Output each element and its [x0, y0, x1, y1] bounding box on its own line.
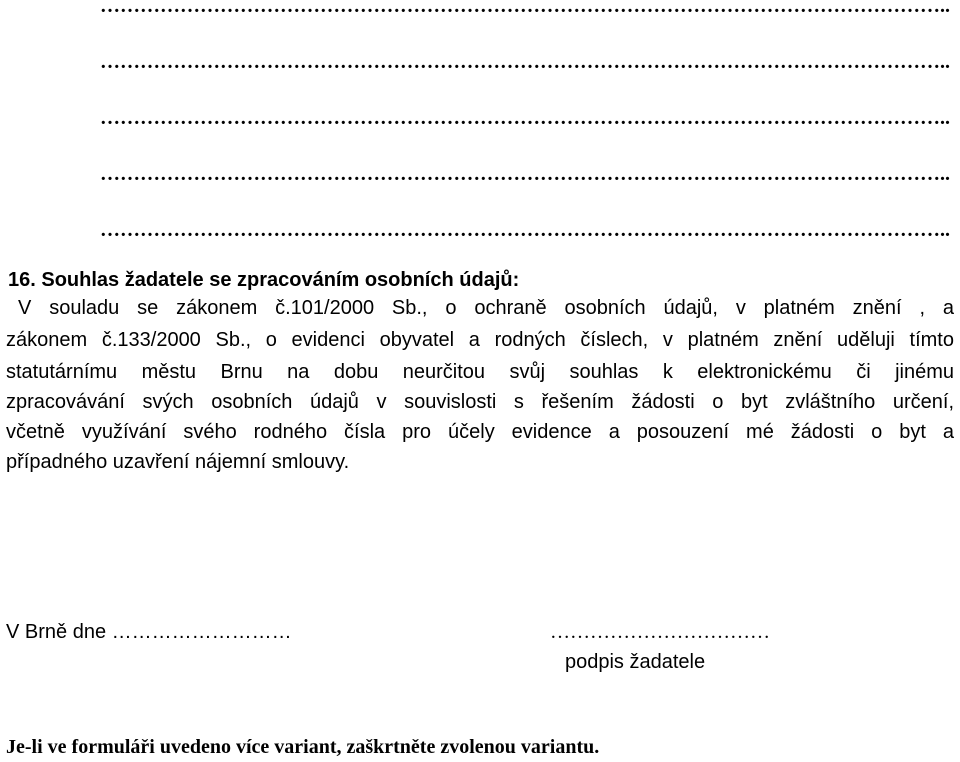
dotted-fill-line[interactable]	[0, 112, 960, 132]
dotted-fill-text: ………………………………………………………………………………………………………………..	[100, 112, 950, 129]
dotted-fill-line[interactable]	[0, 56, 960, 76]
consent-text-line: případného uzavření nájemní smlouvy.	[6, 451, 350, 473]
consent-text-line: včetně využívání svého rodného čísla pro účely evidence a posouzení mé žádosti o byt a	[6, 421, 954, 443]
footer-note: Je-li ve formuláři uvedeno více variant, zaškrtněte zvolenou variantu.	[6, 736, 600, 758]
dotted-fill-text: ………………………………………………………………………………………………………………..	[100, 0, 950, 17]
consent-text-line: zpracovávání svých osobních údajů v souvislosti s řešením žádosti o byt zvláštního určení,	[6, 391, 954, 413]
signature-field[interactable]: ……………………………	[550, 621, 770, 643]
dotted-fill-text: ………………………………………………………………………………………………………………..	[100, 224, 950, 241]
signature-label: podpis žadatele	[565, 651, 706, 673]
dotted-fill-text: ………………………………………………………………………………………………………………..	[100, 56, 950, 73]
consent-text-line: statutárnímu městu Brnu na dobu neurčitou svůj souhlas k elektronickému či jinému	[6, 361, 954, 383]
section-heading: 16. Souhlas žadatele se zpracováním osobních údajů:	[8, 269, 520, 291]
dotted-fill-line[interactable]	[0, 0, 960, 20]
dotted-fill-line[interactable]	[0, 168, 960, 188]
dotted-fill-line[interactable]	[0, 224, 960, 244]
dotted-fill-text: ………………………………………………………………………………………………………………..	[100, 168, 950, 185]
consent-text-line: V souladu se zákonem č.101/2000 Sb., o ochraně osobních údajů, v platném znění , a	[18, 297, 954, 319]
consent-text-line: zákonem č.133/2000 Sb., o evidenci obyvatel a rodných číslech, v platném znění uděluji tímto	[6, 329, 954, 351]
date-field[interactable]: V Brně dne ………………………	[6, 621, 292, 643]
